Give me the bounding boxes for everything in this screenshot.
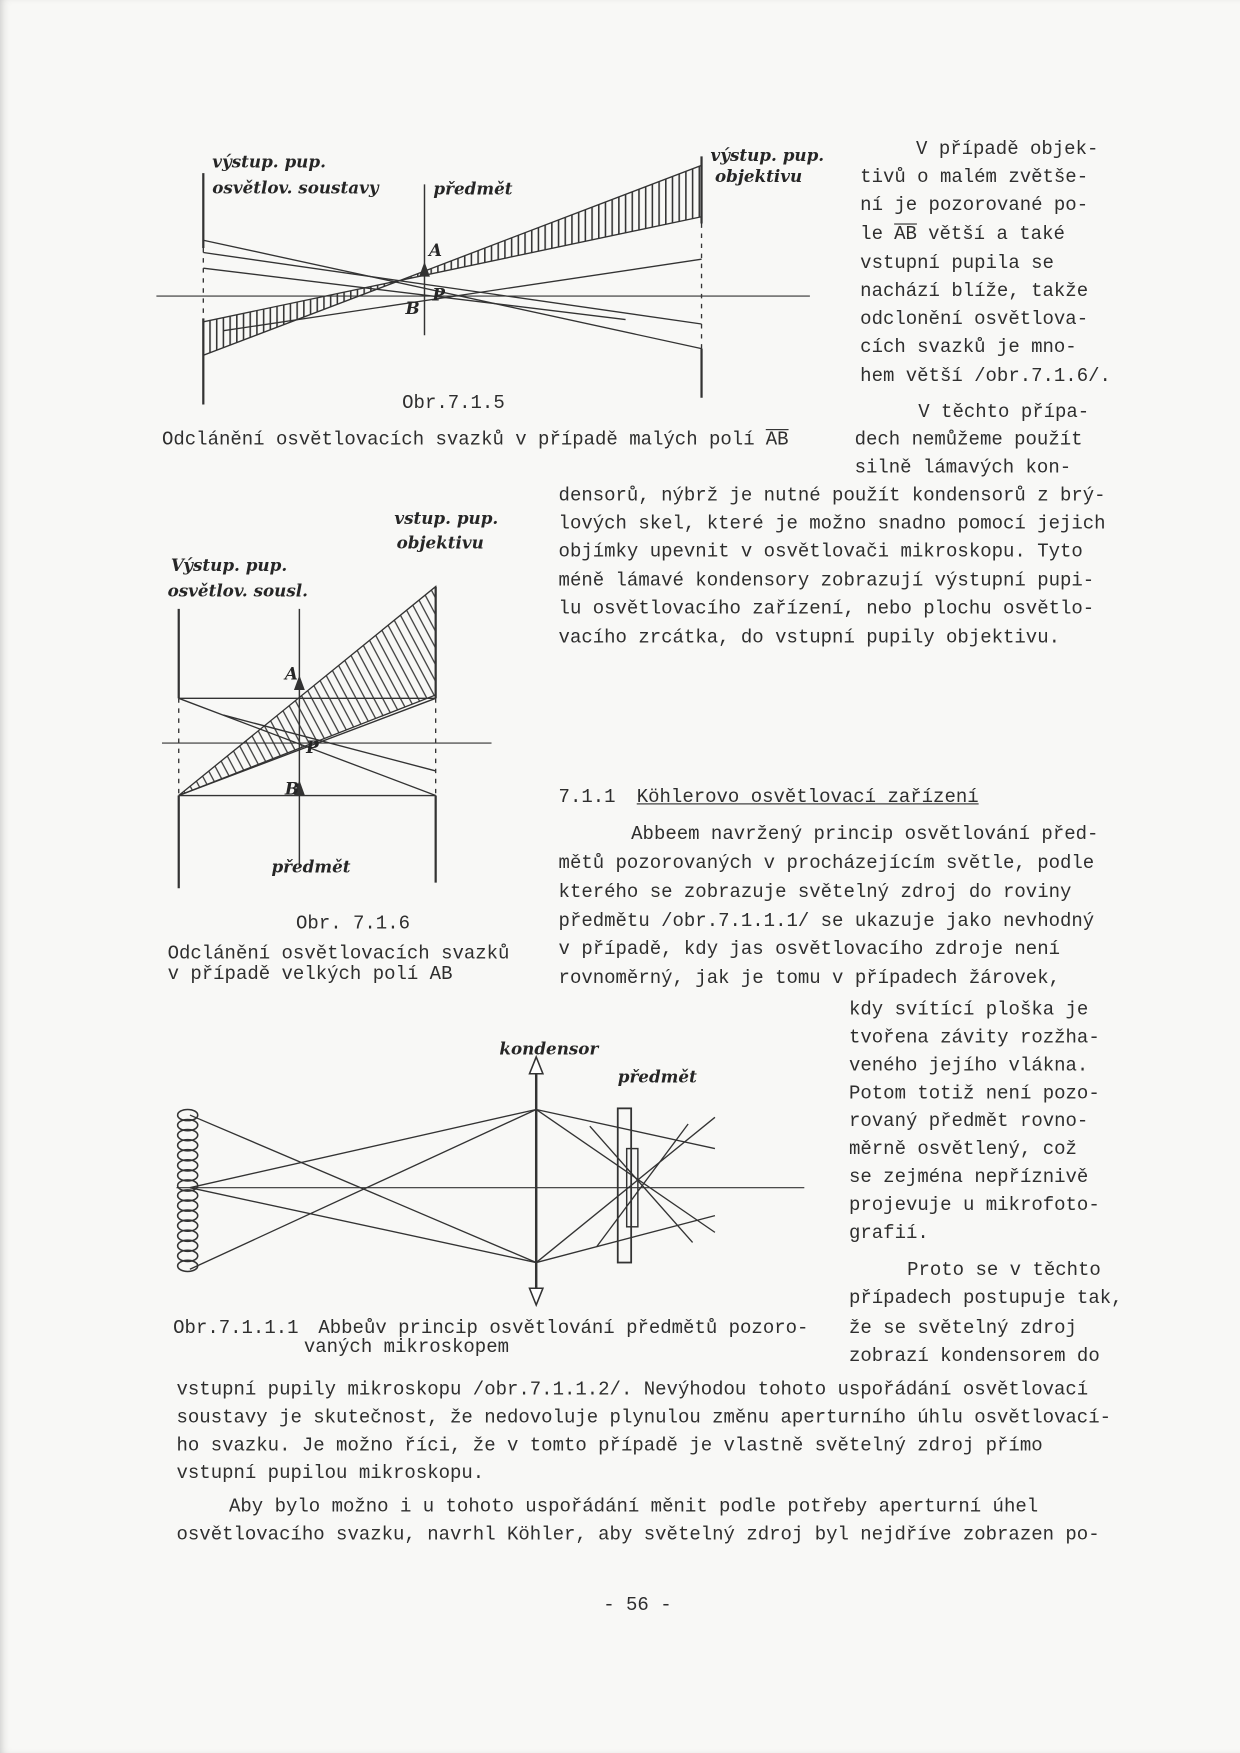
figure-7-1-1-1-drawing	[177, 1057, 805, 1305]
paragraph-line: měrně osvětlený, což	[848, 1139, 1077, 1161]
paragraph-line: Potom totiž není pozo-	[848, 1083, 1100, 1106]
figure-number: Obr. 7.1.6	[296, 913, 411, 936]
paragraph-line: V případě objek-	[916, 139, 1099, 161]
paragraph-text: větší a také	[928, 224, 1065, 246]
paragraph-line: kterého se zobrazuje světelný zdroj do roviny	[558, 882, 1072, 904]
paragraph-line: grafií.	[848, 1223, 929, 1245]
paragraph-line	[860, 222, 1065, 249]
paragraph-line: veného jejího vlákna.	[848, 1055, 1089, 1078]
paragraph-line: rovnoměrný, jak je tomu v případech žárovek,	[558, 968, 1060, 990]
ray	[597, 1124, 689, 1247]
figure-caption: vaných mikroskopem	[303, 1337, 509, 1359]
paragraph-line: tivů o malém zvětše-	[860, 167, 1089, 189]
page-number: - 56 -	[603, 1595, 672, 1617]
condenser-arrow-bottom	[530, 1288, 543, 1305]
paragraph-line: silně lámavých kon-	[854, 458, 1072, 480]
section-title: Köhlerovo osvětlovací zařízení	[636, 787, 979, 809]
paragraph-line: objímky upevnit v osvětlovači mikroskopu. Tyto	[558, 541, 1083, 564]
figure-label-illumination-exit-pupil: Výstup. pup.	[170, 555, 288, 576]
vignetted-beam	[179, 587, 436, 796]
figure-label-objective-exit-pupil: výstup. pup.	[710, 145, 825, 166]
paragraph-line: projevuje u mikrofoto-	[848, 1195, 1100, 1217]
paragraph-line: předmětu /obr.7.1.1.1/ se ukazuje jako nevhodný	[558, 911, 1095, 933]
paragraph-line: densorů, nýbrž je nutné použít kondensorů z brý-	[558, 486, 1106, 508]
paragraph-line: mětů pozorovaných v procházejícím světle, podle	[558, 853, 1095, 875]
paragraph-line: případech postupuje tak,	[848, 1288, 1123, 1310]
ray	[536, 1109, 715, 1232]
paragraph-line: v případě, kdy jas osvětlovacího zdroje není	[558, 939, 1060, 961]
figure-7-1-6-drawing	[162, 587, 492, 889]
section-number: 7.1.1	[558, 787, 616, 809]
paragraph-line: vstupní pupily mikroskopu /obr.7.1.1.2/. Nevýhodou tohoto uspořádání osvětlovací	[176, 1379, 1089, 1402]
ray	[536, 1109, 715, 1148]
figure-caption-field: $\overline{AB}$	[765, 430, 789, 452]
figure-label-object: předmět	[433, 178, 513, 199]
figure-label-objective: objektivu	[396, 532, 484, 554]
paragraph-line: tvořena závity rozžha-	[848, 1027, 1100, 1050]
paragraph-line: dech nemůžeme použít	[854, 430, 1083, 452]
paragraph-line: vacího zrcátka, do vstupní pupily objektivu.	[558, 627, 1060, 650]
paragraph-line: hem větší /obr.7.1.6/.	[860, 366, 1111, 388]
paragraph-line: vstupní pupilou mikroskopu.	[176, 1463, 485, 1485]
figure-caption-text: Odclánění osvětlovacích svazků v případě malých polí	[161, 430, 755, 452]
figure-label-illumination-system: osvětlov. soustavy	[212, 177, 379, 198]
paragraph-line: kdy svítící ploška je	[848, 999, 1089, 1022]
figure-label-point-p: P	[432, 284, 445, 306]
ray	[203, 240, 701, 348]
figure-caption	[162, 428, 789, 455]
paragraph-line: vstupní pupila se	[860, 253, 1054, 275]
paragraph-line: Aby bylo možno i u tohoto uspořádání měnit podle potřeby aperturní úhel	[229, 1497, 1039, 1519]
ray	[190, 1188, 536, 1263]
figure-label-object: předmět	[617, 1067, 697, 1088]
paragraph-line: soustavy je skutečnost, že nedovoluje plynulou změnu aperturního úhlu osvětlovací-	[176, 1407, 1112, 1430]
vignetted-beam-left	[203, 280, 400, 355]
ray	[536, 1216, 715, 1263]
figure-label-illumination-system: osvětlov. sousl.	[167, 580, 309, 602]
figure-label-point-p: P	[306, 737, 319, 758]
figure-label-point-b: B	[405, 298, 420, 319]
lamp-filament	[178, 1109, 198, 1271]
paragraph-line: osvětlovacího svazku, navrhl Köhler, aby světelný zdroj byl nejdříve zobrazen po-	[176, 1525, 1100, 1547]
figure-label-condenser: kondensor	[499, 1039, 599, 1060]
paragraph-line: odclonění osvětlova-	[860, 309, 1089, 331]
paragraph-line: V těchto přípa-	[918, 402, 1090, 424]
paragraph-line: nachází blíže, takže	[860, 281, 1089, 303]
figure-label-point-a: A	[428, 240, 442, 261]
figure-caption: Odclánění osvětlovacích svazků	[167, 944, 510, 966]
ray	[190, 1109, 536, 1187]
paragraph-line: se zejména nepříznivě	[848, 1167, 1089, 1189]
ray	[223, 259, 701, 331]
ray	[590, 1126, 693, 1242]
paragraph-line: Proto se v těchto	[907, 1260, 1101, 1282]
paragraph-line: že se světelný zdroj	[848, 1318, 1077, 1340]
paragraph-line: zobrazí kondensorem do	[848, 1346, 1100, 1368]
field-symbol: $\overline{AB}$	[894, 224, 917, 246]
figure-label-object: předmět	[271, 856, 351, 878]
figure-number: Obr.7.1.5	[402, 393, 505, 415]
paragraph-line: méně lámavé kondensory zobrazují výstupní pupi-	[558, 570, 1095, 593]
paragraph-line: lu osvětlovacího zařízení, nebo plochu osvětlo-	[558, 598, 1095, 621]
paragraph-line: cích svazků je mno-	[860, 337, 1077, 359]
figure-label-illumination-exit-pupil: výstup. pup.	[212, 151, 326, 173]
ray	[190, 1109, 536, 1269]
figure-number: Obr.7.1.1.1	[173, 1318, 299, 1340]
paragraph-line: ní je pozorované po-	[860, 195, 1089, 217]
paragraph-text: le	[860, 224, 883, 246]
paragraph-line: rovaný předmět rovno-	[848, 1111, 1089, 1133]
figure-label-objective: objektivu	[714, 166, 803, 187]
paragraph-line: lových skel, které je možno snadno pomocí jejich	[558, 513, 1106, 536]
figure-caption: Abbeův princip osvětlování předmětů pozoro-	[318, 1318, 809, 1340]
figure-label-point-b: B	[284, 778, 300, 799]
figure-label-objective-entrance-pupil: vstup. pup.	[394, 508, 499, 529]
paragraph-line: ho svazku. Je možno říci, že v tomto případě je vlastně světelný zdroj přímo	[176, 1435, 1043, 1457]
figure-label-point-a: A	[284, 663, 298, 684]
figure-caption: v případě velkých polí AB	[167, 964, 453, 986]
paragraph-line: Abbeem navržený princip osvětlování před-	[631, 824, 1099, 846]
ray	[536, 1117, 715, 1262]
